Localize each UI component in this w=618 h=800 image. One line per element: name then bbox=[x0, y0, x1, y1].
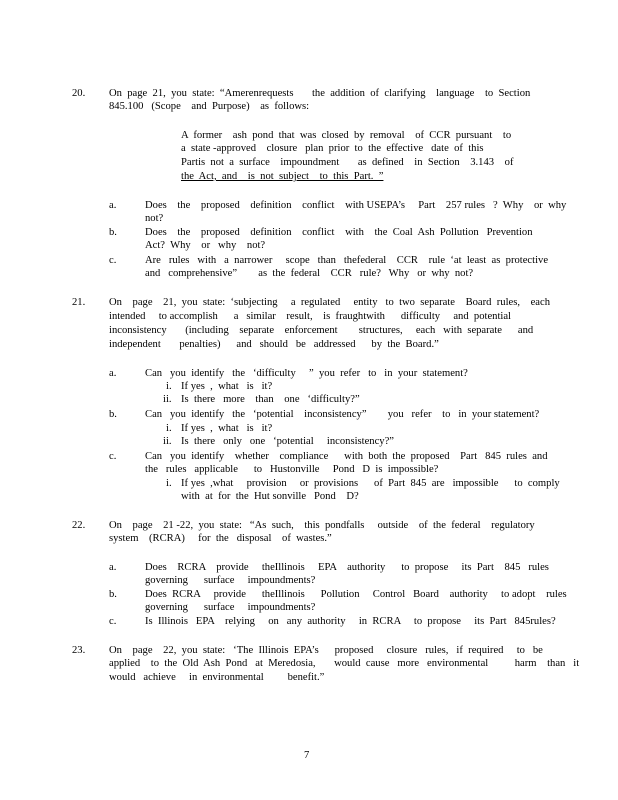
question-text-line: On page 22, you state: ‘The Illinois EPA’s proposed closure rules, if required to be bbox=[109, 645, 543, 656]
page-number: 7 bbox=[304, 750, 310, 761]
roman-numeral: ii. bbox=[163, 394, 172, 405]
sub-question-line: governing surface impoundments? bbox=[145, 575, 316, 586]
question-number: 22. bbox=[72, 520, 86, 531]
roman-numeral: ii. bbox=[163, 436, 172, 447]
quote-line: a state -approved closure plan prior to the effective date of this bbox=[181, 143, 484, 154]
question-text-line: intended to accomplish a similar result, is fraughtwith difficulty and potential bbox=[109, 311, 511, 322]
sub-question-line: and comprehensive” as the federal CCR rule? Why or why not? bbox=[145, 268, 474, 279]
sub-question-line: the rules applicable to Hustonville Pond D is impossible? bbox=[145, 464, 439, 475]
question-text-line: On page 21 -22, you state: “As such, this pondfalls outside of the federal regulatory bbox=[109, 520, 535, 531]
roman-numeral: i. bbox=[166, 423, 172, 434]
question-text-line: system (RCRA) for the disposal of wastes.” bbox=[109, 533, 332, 544]
quote-line: A former ash pond that was closed by removal of CCR pursuant to bbox=[181, 130, 512, 141]
sub-letter: b. bbox=[109, 227, 117, 238]
question-text-line: independent penalties) and should be addressed by the Board.” bbox=[109, 339, 439, 350]
question-text-line: applied to the Old Ash Pond at Meredosia, would cause more environmental harm than it bbox=[109, 658, 580, 669]
sub-question-line: not? bbox=[145, 213, 164, 224]
question-number: 20. bbox=[72, 88, 86, 99]
roman-item-text: If yes , what is it? bbox=[181, 423, 273, 434]
sub-question-line: Does RCRA provide theIllinois EPA authority to propose its Part 845 rules bbox=[145, 562, 549, 573]
sub-letter: c. bbox=[109, 255, 117, 266]
sub-question-line: Act? Why or why not? bbox=[145, 240, 266, 251]
quote-line: the Act, and is not subject to this Part. ” bbox=[181, 171, 384, 182]
sub-question-line: Can you identify the ‘difficulty ” you refer to in your statement? bbox=[145, 368, 468, 379]
roman-numeral: i. bbox=[166, 381, 172, 392]
roman-item-text: with at for the Hut sonville Pond D? bbox=[181, 491, 359, 502]
sub-letter: a. bbox=[109, 368, 117, 379]
roman-numeral: i. bbox=[166, 478, 172, 489]
sub-letter: a. bbox=[109, 200, 117, 211]
sub-letter: b. bbox=[109, 589, 117, 600]
sub-question-line: Are rules with a narrower scope than thefederal CCR rule ‘at least as protective bbox=[145, 255, 549, 266]
sub-question-line: Does the proposed definition conflict with USEPA’s Part 257 rules ? Why or why bbox=[145, 200, 567, 211]
roman-item-text: If yes , what is it? bbox=[181, 381, 273, 392]
sub-question-line: Can you identify the ‘potential inconsistency” you refer to in your statement? bbox=[145, 409, 540, 420]
sub-question-line: Can you identify whether compliance with both the proposed Part 845 rules and bbox=[145, 451, 548, 462]
question-text-line: On page 21, you state: “Amerenrequests the addition of clarifying language to Section bbox=[109, 88, 531, 99]
question-number: 23. bbox=[72, 645, 86, 656]
quote-line: Partis not a surface impoundment as defined in Section 3.143 of bbox=[181, 157, 514, 168]
sub-letter: c. bbox=[109, 451, 117, 462]
roman-item-text: Is there only one ‘potential inconsistency?” bbox=[181, 436, 394, 447]
sub-letter: c. bbox=[109, 616, 117, 627]
sub-question-line: Is Illinois EPA relying on any authority in RCRA to propose its Part 845rules? bbox=[145, 616, 556, 627]
question-text-line: would achieve in environmental benefit.” bbox=[109, 672, 325, 683]
sub-letter: a. bbox=[109, 562, 117, 573]
question-text-line: 845.100 (Scope and Purpose) as follows: bbox=[109, 101, 310, 112]
sub-letter: b. bbox=[109, 409, 117, 420]
roman-item-text: If yes ,what provision or provisions of Part 845 are impossible to comply bbox=[181, 478, 560, 489]
question-number: 21. bbox=[72, 297, 86, 308]
question-text-line: inconsistency (including separate enforcement structures, each with separate and bbox=[109, 325, 534, 336]
sub-question-line: Does the proposed definition conflict with the Coal Ash Pollution Prevention bbox=[145, 227, 533, 238]
question-text-line: On page 21, you state: ‘subjecting a regulated entity to two separate Board rules, each bbox=[109, 297, 550, 308]
sub-question-line: Does RCRA provide theIllinois Pollution Control Board authority to adopt rules bbox=[145, 589, 567, 600]
sub-question-line: governing surface impoundments? bbox=[145, 602, 316, 613]
roman-item-text: Is there more than one ‘difficulty?” bbox=[181, 394, 360, 405]
